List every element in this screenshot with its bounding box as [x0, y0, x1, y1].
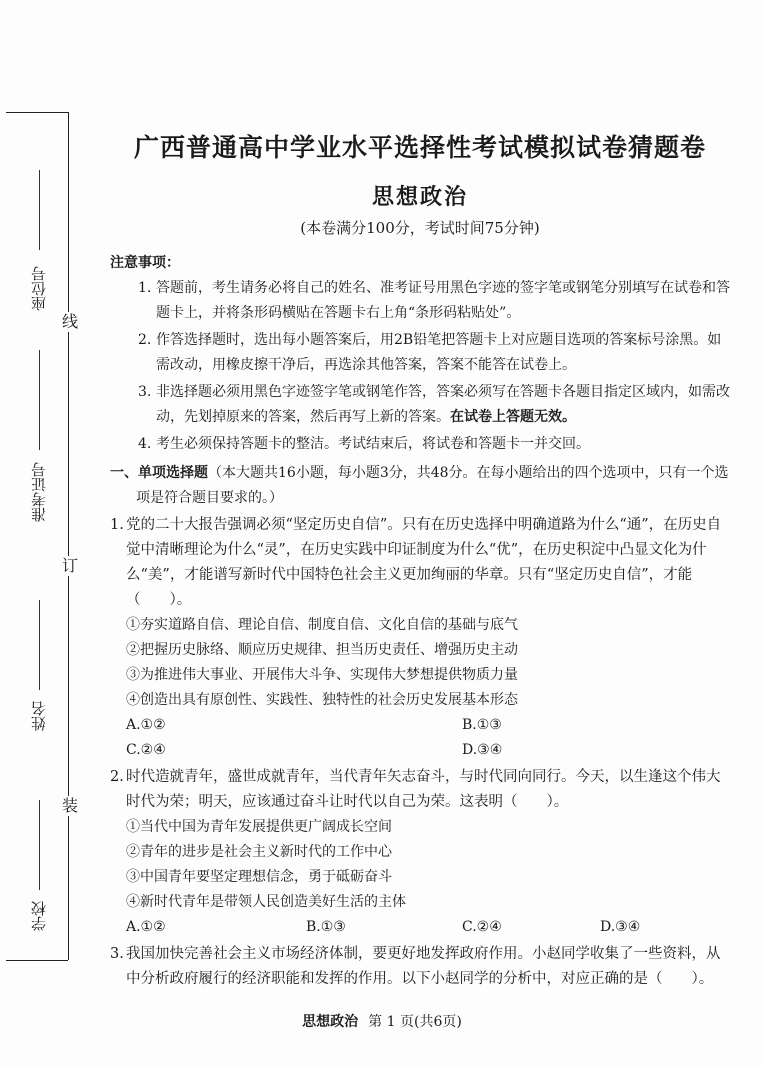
- statement: ③为推进伟大事业、开展伟大斗争、实现伟大梦想提供物质力量: [126, 667, 518, 683]
- seat-number-label: 座位号: [30, 266, 48, 312]
- notice-text: 作答选择题时，选出每小题答案后，用2B铅笔把答题卡上对应题目选项的答案标号涂黑。如需改动，用橡皮擦干净后，再选涂其他答案，答案不能答在试卷上。: [156, 332, 722, 373]
- answer-options: [110, 915, 730, 940]
- section-instructions: （本大题共16小题，每小题3分，共48分。在每小题给出的四个选项中，只有一个选项是符合题目要求的。）: [136, 465, 729, 506]
- cut-mark-line: 线: [62, 312, 79, 331]
- notice-warning: 在试卷上答题无效。: [450, 409, 576, 425]
- section-heading: [110, 461, 730, 511]
- notice-text: 考生必须保持答题卡的整洁。考试结束后，将试卷和答题卡一并交回。: [156, 436, 590, 452]
- question-3: [110, 942, 730, 992]
- option-c[interactable]: C.②④: [462, 919, 502, 935]
- exam-content: [110, 118, 730, 992]
- option-d[interactable]: D.③④: [462, 742, 503, 758]
- question-number: 1.: [110, 517, 124, 533]
- exam-id-field[interactable]: [28, 350, 52, 530]
- name-field[interactable]: [28, 600, 52, 740]
- exam-id-blank: [39, 350, 40, 450]
- school-label: 学校: [30, 901, 48, 931]
- notice-number: 4.: [138, 436, 152, 452]
- option-b[interactable]: B.①③: [306, 919, 346, 935]
- notice-text: 非选择题必须用黑色字迹签字笔或钢笔作答，答案必须写在答题卡各题目指定区域内，如需改动，先划掉原来的答案，然后再写上新的答案。: [156, 384, 730, 425]
- footer-page-number: 第 1 页(共6页): [368, 1014, 462, 1030]
- question-stem: 时代造就青年，盛世成就青年，当代青年矢志奋斗，与时代同向同行。今天，以生逢这个伟大时代为荣；明天，应该通过奋斗让时代以自己为荣。这表明（ ）。: [126, 769, 721, 810]
- notice-list: [110, 276, 730, 457]
- seat-number-blank: [39, 170, 40, 250]
- notice-item: [110, 380, 730, 430]
- question-number: 3.: [110, 946, 124, 962]
- exam-title: 广西普通高中学业水平选择性考试模拟试卷猜题卷: [133, 133, 706, 162]
- notice-item: [110, 328, 730, 378]
- exam-id-label: 准考证号: [30, 462, 48, 522]
- page-footer: [0, 1011, 764, 1031]
- statement: ④新时代青年是带领人民创造美好生活的主体: [126, 894, 406, 910]
- school-field[interactable]: [28, 800, 52, 940]
- statement: ①当代中国为青年发展提供更广阔成长空间: [126, 819, 392, 835]
- cut-mark-order: 订: [62, 556, 79, 575]
- notice-item: [110, 276, 730, 326]
- notice-number: 1.: [138, 280, 152, 296]
- binding-cut-line: [68, 112, 69, 960]
- seat-number-field[interactable]: [28, 170, 52, 330]
- option-a[interactable]: A.①②: [126, 919, 166, 935]
- statement: ①夯实道路自信、理论自信、制度自信、文化自信的基础与底气: [126, 617, 518, 633]
- footer-subject: 思想政治: [302, 1014, 359, 1030]
- binding-margin: [0, 0, 100, 1068]
- question-2: [110, 765, 730, 815]
- statement: ③中国青年要坚定理想信念，勇于砥砺奋斗: [126, 869, 392, 885]
- statement: ②青年的进步是社会主义新时代的工作中心: [126, 844, 392, 860]
- answer-options: [110, 713, 730, 763]
- option-b[interactable]: B.①③: [462, 717, 502, 733]
- section-title: 一、单项选择题: [110, 465, 208, 481]
- question-stem: 我国加快完善社会主义市场经济体制，要更好地发挥政府作用。小赵同学收集了一些资料，从中分析政府履行的经济职能和发挥的作用。以下小赵同学的分析中，对应正确的是（ ）。: [126, 946, 721, 987]
- binding-top-rule: [6, 112, 68, 113]
- notice-item: [110, 432, 730, 457]
- question-1: [110, 513, 730, 613]
- option-c[interactable]: C.②④: [126, 742, 166, 758]
- exam-info: (本卷满分100分，考试时间75分钟): [300, 219, 540, 237]
- question-number: 2.: [110, 769, 124, 785]
- question-stem: 党的二十大报告强调必须“坚定历史自信”。只有在历史选择中明确道路为什么“通”，在历史自觉中清晰理论为什么“灵”，在历史实践中印证制度为什么“优”，在历史积淀中凸显文化为什么“美”，才能谱写新时代中国特色社会主义更加绚丽的华章。只有“坚定历史自信”，才能（ ）。: [126, 517, 722, 608]
- binding-bottom-rule: [6, 960, 68, 961]
- notice-number: 2.: [138, 332, 152, 348]
- option-a[interactable]: A.①②: [126, 717, 166, 733]
- exam-subject: 思想政治: [371, 184, 468, 210]
- school-blank: [39, 800, 40, 890]
- cut-mark-bind: 装: [62, 796, 79, 815]
- name-label: 姓名: [30, 701, 48, 731]
- notice-heading: 注意事项：: [110, 255, 180, 271]
- name-blank: [39, 600, 40, 690]
- notice-number: 3.: [138, 384, 152, 400]
- statement: ④创造出具有原创性、实践性、独特性的社会历史发展基本形态: [126, 692, 518, 708]
- notice-text: 答题前，考生请务必将自己的姓名、准考证号用黑色字迹的签字笔或钢笔分别填写在试卷和答题卡上，并将条形码横贴在答题卡右上角“条形码粘贴处”。: [156, 280, 730, 321]
- option-d[interactable]: D.③④: [600, 919, 641, 935]
- statement: ②把握历史脉络、顺应历史规律、担当历史责任、增强历史主动: [126, 642, 518, 658]
